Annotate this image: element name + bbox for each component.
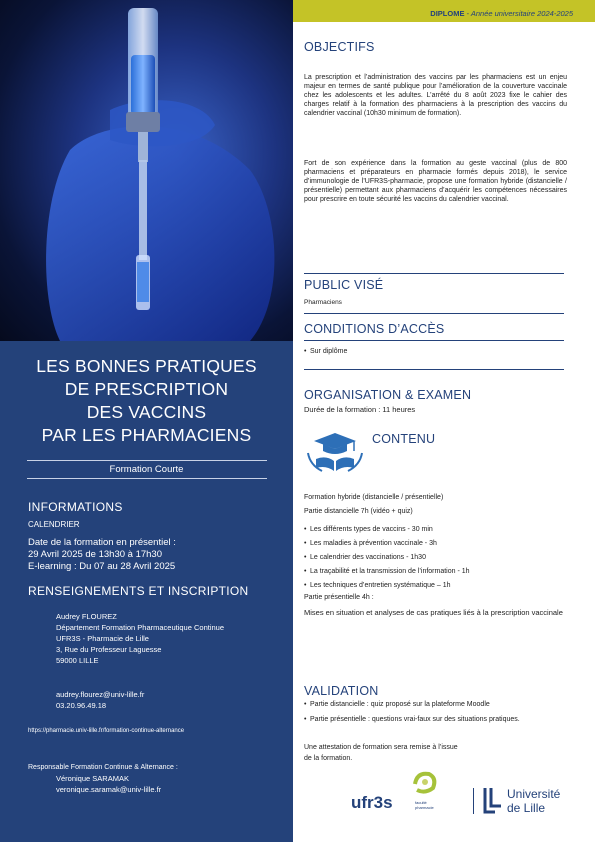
contenu-item: • Les techniques d’entretien systématique – 1h — [304, 579, 470, 593]
ufr3s-logo — [345, 770, 460, 820]
contenu-line: Partie distancielle 7h (vidéo + quiz) — [304, 508, 413, 515]
contenu-item: • Les différents types de vaccins - 30 min — [304, 523, 470, 537]
section-divider — [304, 313, 564, 314]
presentiel-label: Partie présentielle 4h : — [304, 594, 374, 601]
course-format: Formation Courte — [27, 460, 267, 479]
course-title-line: DE PRESCRIPTION — [64, 379, 229, 399]
presentiel-text: Mises en situation et analyses de cas pratiques liés à la prescription vaccinale — [304, 608, 563, 617]
section-divider — [304, 273, 564, 274]
conditions-heading: CONDITIONS D’ACCÈS — [304, 322, 445, 336]
address-line: UFR3S - Pharmacie de Lille — [56, 634, 149, 643]
conditions-item: • Sur diplôme — [304, 348, 347, 355]
informations-heading: INFORMATIONS — [28, 500, 123, 514]
section-divider — [304, 369, 564, 370]
date-line: E-learning : Du 07 au 28 Avril 2025 — [28, 561, 176, 572]
validation-note-line: Une attestation de formation sera remise à l’issue — [304, 744, 458, 751]
univ-name-line: de Lille — [507, 801, 546, 815]
vaccine-vial-image — [0, 0, 293, 341]
course-title-block — [0, 355, 293, 479]
responsible-label: Responsable Formation Continue & Alternance : — [28, 764, 178, 771]
calendar-label: CALENDRIER — [28, 520, 80, 529]
univ-name-line: Université — [507, 787, 561, 801]
contact-phone: 03.20.96.49.18 — [56, 701, 107, 710]
banner-separator: - — [464, 9, 471, 18]
validation-list — [304, 700, 567, 725]
validation-note-line: de la formation. — [304, 755, 353, 762]
universite-de-lille-logo — [483, 784, 575, 820]
validation-item: • Partie présentielle : questions vrai-faux sur des situations pratiques. — [304, 715, 567, 725]
public-heading: PUBLIC VISÉ — [304, 278, 384, 292]
diploma-banner — [293, 0, 595, 22]
validation-note — [304, 742, 458, 764]
validation-heading: VALIDATION — [304, 684, 379, 698]
contenu-item: • Les maladies à prévention vaccinale - 3h — [304, 537, 470, 551]
ufr3s-sub: pharmacie — [415, 805, 434, 810]
contenu-list — [304, 523, 470, 593]
objectifs-heading: OBJECTIFS — [304, 40, 375, 54]
course-title-line: DES VACCINS — [86, 402, 207, 422]
responsible-email-link[interactable]: veronique.saramak@univ-lille.fr — [56, 785, 162, 794]
address-line: Audrey FLOUREZ — [56, 612, 117, 621]
address-line: Département Formation Pharmaceutique Continue — [56, 623, 225, 632]
conditions-list — [304, 348, 347, 355]
website-link[interactable]: https://pharmacie.univ-lille.fr/formation-continue-alternance — [28, 728, 185, 734]
diploma-banner-text — [430, 9, 573, 18]
footer-logos — [345, 770, 575, 820]
duration-text: Durée de la formation : 11 heures — [304, 405, 416, 414]
logo-divider — [473, 788, 474, 814]
contenu-line: Formation hybride (distancielle / présentielle) — [304, 494, 444, 501]
section-divider — [304, 340, 564, 341]
date-line: 29 Avril 2025 de 13h30 à 17h30 — [28, 549, 162, 560]
diploma-label: DIPLOME — [430, 9, 465, 18]
address-line: 59000 LILLE — [56, 656, 99, 665]
validation-item: • Partie distancielle : quiz proposé sur la plateforme Moodle — [304, 700, 567, 710]
academic-year: Année universitaire 2024-2025 — [470, 9, 573, 18]
contenu-item: • Le calendrier des vaccinations - 1h30 — [304, 551, 470, 565]
contact-email-link[interactable]: audrey.flourez@univ-lille.fr — [56, 690, 145, 699]
objectifs-paragraph: La prescription et l’administration des vaccins par les pharmaciens est un enjeu majeur en termes de santé publique pour l’amélioration de la couverture vaccinale chez les adolescents et les adultes. L’arrêté du 8 août 2023 fixe le cahier des charges relatif à la formation des pharmaciens à la prescription des vaccins du calendrier vaccinal (10h30 minimum de formation). — [304, 74, 567, 117]
left-panel — [0, 0, 293, 842]
course-title-line: PAR LES PHARMACIENS — [41, 425, 252, 445]
course-title-line: LES BONNES PRATIQUES — [36, 356, 257, 376]
responsible-name: Véronique SARAMAK — [56, 774, 129, 783]
contact-heading: RENSEIGNEMENTS ET INSCRIPTION — [28, 584, 249, 598]
contenu-item: • La traçabilité et la transmission de l’information - 1h — [304, 565, 470, 579]
address-line: 3, Rue du Professeur Laguesse — [56, 645, 162, 654]
ufr3s-sub: faculté — [415, 800, 427, 805]
date-line: Date de la formation en présentiel : — [28, 537, 176, 548]
vaccine-photo — [0, 0, 293, 341]
contenu-heading: CONTENU — [372, 432, 436, 446]
organisation-heading: ORGANISATION & EXAMEN — [304, 388, 472, 402]
public-text: Pharmaciens — [304, 299, 342, 306]
graduation-book-icon — [304, 431, 366, 475]
ufr3s-wordmark: ufr3s — [351, 793, 393, 812]
objectifs-paragraph: Fort de son expérience dans la formation au geste vaccinal (plus de 800 pharmaciens et préparateurs en pharmacie formés depuis 2018), le service d’immunologie de l’UFR3S-pharmacie, propose une formation hybride (distancielle / présentielle) permettant aux pharmaciens d’acquérir les compétences nécessaires pour prescrire en toute sécurité les vaccins du calendrier vaccinal. — [304, 160, 567, 203]
